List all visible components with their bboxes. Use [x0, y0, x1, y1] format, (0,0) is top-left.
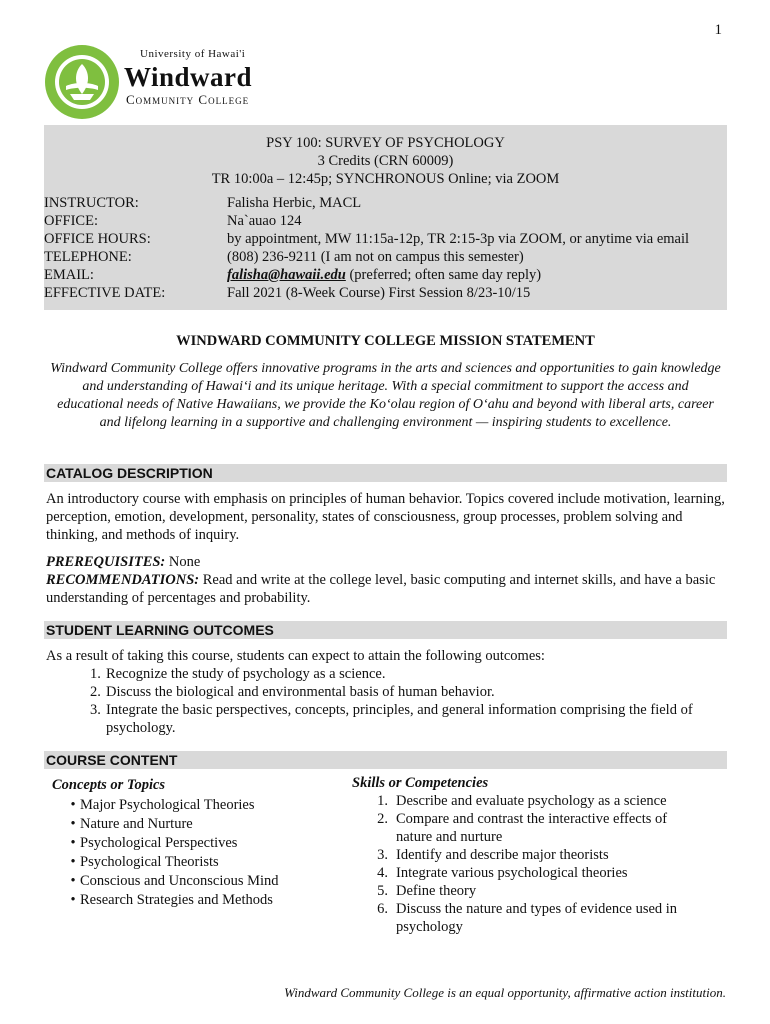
- course-header-box: [44, 125, 727, 310]
- list-item: 2. Compare and contrast the interactive effects of nature and nurture: [377, 811, 668, 845]
- outcomes-heading: STUDENT LEARNING OUTCOMES: [44, 621, 727, 639]
- info-row-instructor: [44, 194, 689, 212]
- college-name: Windward: [124, 62, 253, 92]
- list-item: 1. Describe and evaluate psychology as a science: [377, 793, 667, 809]
- course-info-table: [44, 194, 689, 302]
- info-row-email: [44, 266, 689, 284]
- list-item: 5. Define theory: [377, 883, 477, 899]
- info-row-effective-date: [44, 284, 689, 302]
- email-note: (preferred; often same day reply): [345, 267, 542, 283]
- list-item: • Nature and Nurture: [70, 816, 193, 832]
- concepts-title: Concepts or Topics: [52, 777, 166, 793]
- info-label: OFFICE HOURS:: [44, 231, 151, 247]
- university-name: University of Hawai'i: [140, 48, 246, 60]
- outcomes-intro: As a result of taking this course, students can expect to attain the following outcomes:: [46, 648, 545, 664]
- content-heading: COURSE CONTENT: [44, 751, 727, 769]
- outcomes-list: [90, 665, 730, 737]
- skills-column: [352, 774, 727, 936]
- info-value: Fall 2021 (8-Week Course) First Session 8/23-10/15: [227, 285, 531, 301]
- list-item: • Psychological Theorists: [70, 854, 219, 870]
- info-value: (808) 236-9211 (I am not on campus this semester): [227, 249, 524, 265]
- skills-title: Skills or Competencies: [352, 775, 489, 791]
- info-value: by appointment, MW 11:15a-12p, TR 2:15-3p via ZOOM, or anytime via email: [227, 231, 690, 247]
- mission-title: WINDWARD COMMUNITY COLLEGE MISSION STATEMENT: [176, 333, 595, 349]
- college-seal-icon: [44, 44, 120, 120]
- list-item: 6. Discuss the nature and types of evidence used in psychology: [377, 901, 678, 935]
- course-schedule: TR 10:00a – 12:45p; SYNCHRONOUS Online; via ZOOM: [211, 171, 560, 187]
- catalog-text: An introductory course with emphasis on principles of human behavior. Topics covered include motivation, learning, perception, emotion, development, personality, states of consciousness, group processes, problem solving and thinking, and methods of inquiry.: [46, 491, 725, 543]
- list-item: • Psychological Perspectives: [70, 835, 238, 851]
- recommend-label: RECOMMENDATIONS:: [46, 572, 200, 588]
- email-link[interactable]: falisha@hawaii.edu: [227, 267, 346, 283]
- list-item: 1. Recognize the study of psychology as a science.: [90, 666, 386, 682]
- info-label: EMAIL:: [44, 267, 94, 283]
- college-subtitle: Community College: [126, 92, 250, 107]
- skills-list: [352, 792, 727, 936]
- info-value: Falisha Herbic, MACL: [227, 195, 362, 211]
- list-item: • Conscious and Unconscious Mind: [70, 873, 279, 889]
- course-credits: 3 Credits (CRN 60009): [317, 153, 454, 169]
- footer-statement: Windward Community College is an equal opportunity, affirmative action institution.: [284, 985, 726, 1000]
- concepts-list: [52, 796, 352, 910]
- prerequisites-line: [46, 553, 726, 571]
- info-label: TELEPHONE:: [44, 249, 132, 265]
- info-row-telephone: [44, 248, 689, 266]
- info-value: Na`auao 124: [227, 213, 302, 229]
- course-title: PSY 100: SURVEY OF PSYCHOLOGY: [266, 135, 505, 151]
- mission-text: Windward Community College offers innovative programs in the arts and sciences and opportunities to gain knowledge and understanding of Hawai‘i and its unique heritage. With a special commitment to support the access and educational needs of Native Hawaiians, we provide the Ko‘olau region of O‘ahu and beyond with liberal arts, career and lifelong learning in a supportive and challenging environment — inspiring students to excellence.: [50, 361, 721, 430]
- recommend-value: Read and write at the college level, basic computing and internet skills, and have a basic understanding of percentages and probability.: [46, 572, 716, 606]
- prereq-value: None: [165, 554, 201, 570]
- info-value: [227, 266, 541, 284]
- info-row-office-hours: [44, 230, 689, 248]
- list-item: 3. Identify and describe major theorists: [377, 847, 609, 863]
- prereq-label: PREREQUISITES:: [46, 554, 166, 570]
- college-logo: [44, 44, 274, 120]
- list-item: 3. Integrate the basic perspectives, concepts, principles, and general information comprising the field of psychology.: [90, 702, 693, 736]
- info-label: INSTRUCTOR:: [44, 195, 139, 211]
- catalog-heading: CATALOG DESCRIPTION: [44, 464, 727, 482]
- list-item: • Major Psychological Theories: [70, 797, 255, 813]
- info-label: OFFICE:: [44, 213, 98, 229]
- page-number: 1: [714, 22, 722, 38]
- list-item: • Research Strategies and Methods: [70, 892, 273, 908]
- info-label: EFFECTIVE DATE:: [44, 285, 166, 301]
- info-row-office: [44, 212, 689, 230]
- concepts-column: [52, 776, 352, 910]
- list-item: 4. Integrate various psychological theories: [377, 865, 628, 881]
- list-item: 2. Discuss the biological and environmental basis of human behavior.: [90, 684, 495, 700]
- recommendations-line: [46, 571, 726, 607]
